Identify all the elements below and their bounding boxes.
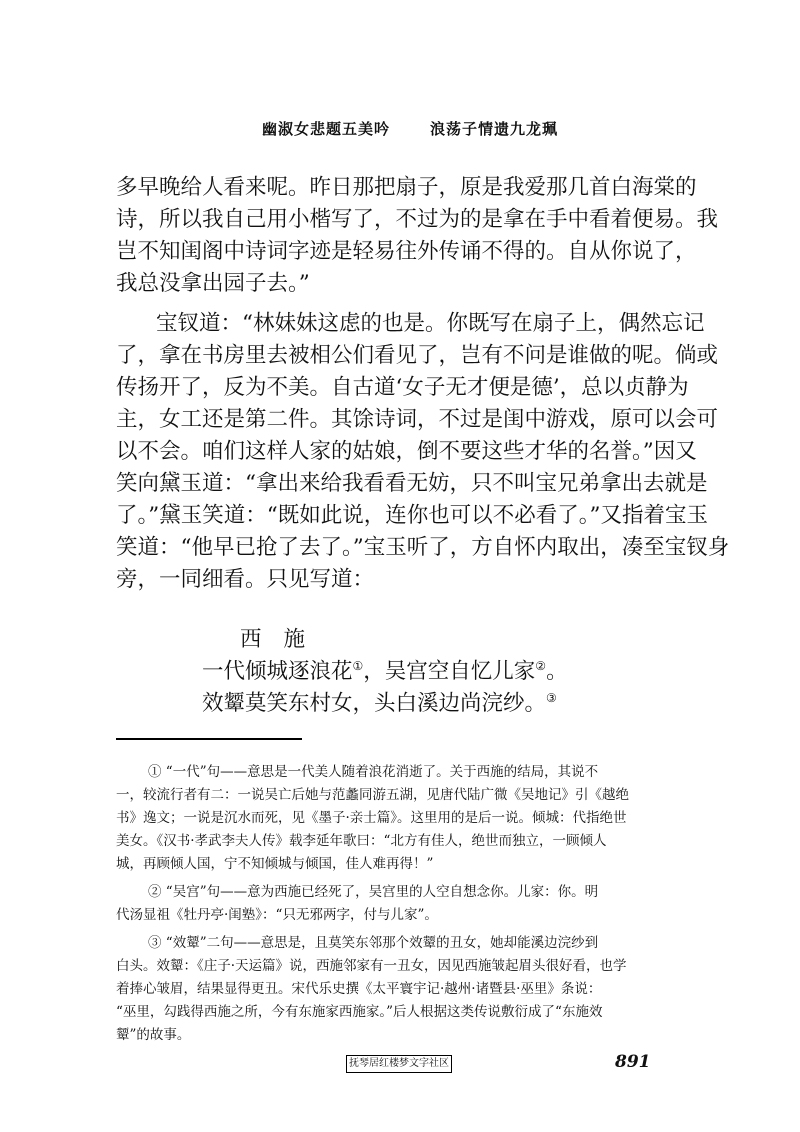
footnote-line: 着捧心皱眉，结果显得更丑。宋代乐史撰《太平寰宇记·越州·诸暨县·巫里》条说： (116, 981, 602, 997)
text-line: 我总没拿出园子去。” (116, 271, 310, 296)
header-left-title: 幽淑女悲题五美吟 (262, 120, 391, 138)
text-line: 多早晚给人看来呢。昨日那把扇子，原是我爱那几首白海棠的 (116, 175, 697, 200)
footnote-divider (116, 738, 302, 740)
text-line: 诗，所以我自己用小楷写了，不过为的是拿在手中看着便易。我 (116, 207, 719, 232)
header-right-title: 浪荡子情遗九龙珮 (430, 120, 559, 138)
text-line: 了。”黛玉笑道：“既如此说，连你也可以不必看了。”又指着宝玉 (116, 503, 708, 528)
text-line: 传扬开了，反为不美。自古道‘女子无才便是德’，总以贞静为 (116, 375, 689, 400)
footnote-line: 书》逸文；一说是沉水而死，见《墨子·亲士篇》。这里用的是后一说。倾城：代指绝世 (116, 810, 627, 826)
footnote-line: ③ “效颦”二句——意思是，且莫笑东邻那个效颦的丑女，她却能溪边浣纱到 (148, 935, 599, 951)
text-line: 了，拿在书房里去被相公们看见了，岂有不问是谁做的呢。倘或 (116, 343, 719, 368)
poem-title: 西施 (240, 627, 328, 652)
footnote-marker: ③ (546, 690, 557, 705)
footnote-line: ① “一代”句——意思是一代美人随着浪花消逝了。关于西施的结局，其说不 (148, 764, 599, 780)
text-line: 笑道：“他早已抢了去了。”宝玉听了，方自怀内取出，凑至宝钗身 (116, 535, 730, 560)
poem-text: 效颦莫笑东村女，头白溪边尚浣纱。 (202, 691, 547, 716)
poem-text: 。 (546, 659, 568, 684)
footnote-line: 颦”的故事。 (116, 1027, 191, 1043)
poem-line-2 (202, 686, 557, 717)
footnote-line: 城，再顾倾人国，宁不知倾城与倾国，佳人难再得！” (116, 856, 434, 872)
footnote-line: 白头。效颦：《庄子·天运篇》说，西施邻家有一丑女，因见西施皱起眉头很好看，也学 (116, 958, 627, 974)
text-line: 主，女工还是第二件。其馀诗词，不过是闺中游戏，原可以会可 (116, 407, 719, 432)
source-stamp: 抚琴居红楼梦文字社区 (346, 1055, 452, 1073)
page-number: 891 (615, 1052, 651, 1072)
poem-text: ，吴宫空自忆儿家 (363, 659, 536, 684)
poem-line-1 (202, 654, 568, 685)
text-line: 岂不知闺阁中诗词字迹是轻易往外传诵不得的。自从你说了， (116, 239, 697, 264)
footnote-line: 一，较流行者有二：一说吴亡后她与范蠡同游五湖，见唐代陆广微《吴地记》引《越绝 (116, 787, 629, 803)
footnote-line: “巫里，勾践得西施之所，今有东施家西施家。”后人根据这类传说敷衍成了“东施效 (116, 1004, 603, 1020)
footnote-marker: ① (352, 658, 364, 673)
footnote-marker: ② (535, 658, 547, 673)
footnote-line: 美女。《汉书·孝武李夫人传》载李延年歌曰：“北方有佳人，绝世而独立，一顾倾人 (116, 833, 607, 849)
text-line: 旁，一同细看。只见写道： (116, 567, 375, 592)
poem-text: 一代倾城逐浪花 (202, 659, 353, 684)
text-line: 笑向黛玉道：“拿出来给我看看无妨，只不叫宝兄弟拿出去就是 (116, 471, 708, 496)
footnote-line: 代汤显祖《牡丹亭·闺塾》：“只无邪两字，付与儿家”。 (116, 907, 438, 923)
text-line: 宝钗道：“林妹妹这虑的也是。你既写在扇子上，偶然忘记 (156, 311, 705, 336)
footnote-line: ② “吴宫”句——意为西施已经死了，吴宫里的人空自想念你。儿家：你。明 (148, 884, 599, 900)
text-line: 以不会。咱们这样人家的姑娘，倒不要这些才华的名誉。”因又 (116, 439, 697, 464)
